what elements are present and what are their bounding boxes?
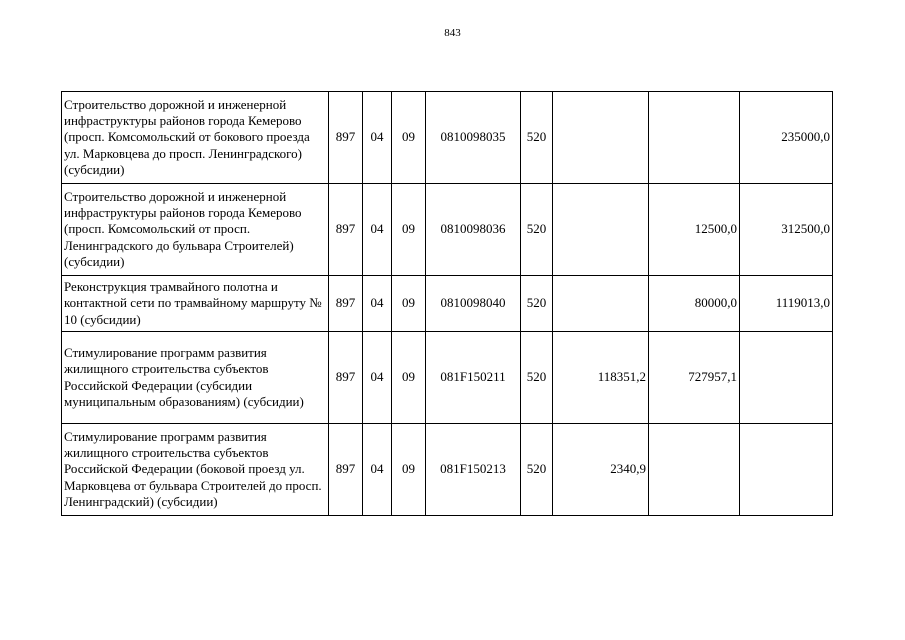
row-description: Строительство дорожной и инженерной инфраструктуры районов города Кемерово (просп. Комсомольский от просп. Ленинградского до бульвара Строителей) (субсидии) [62, 184, 329, 276]
table-row [62, 92, 833, 184]
amount-1 [553, 184, 649, 276]
expense-type-code: 520 [521, 184, 553, 276]
table-row [62, 332, 833, 424]
amount-3 [740, 332, 833, 424]
target-article-code: 081F150211 [426, 332, 521, 424]
grbs-code: 897 [329, 92, 363, 184]
target-article-code: 0810098036 [426, 184, 521, 276]
expense-type-code: 520 [521, 332, 553, 424]
podrazdel-code: 09 [392, 92, 426, 184]
amount-1: 118351,2 [553, 332, 649, 424]
grbs-code: 897 [329, 184, 363, 276]
amount-2: 80000,0 [649, 276, 740, 332]
amount-3 [740, 424, 833, 516]
row-description: Стимулирование программ развития жилищного строительства субъектов Российской Федерации (боковой проезд ул. Марковцева от бульвара Строителей до просп. Ленинградский) (субсидии) [62, 424, 329, 516]
razdel-code: 04 [363, 184, 392, 276]
amount-3: 312500,0 [740, 184, 833, 276]
razdel-code: 04 [363, 92, 392, 184]
expense-type-code: 520 [521, 92, 553, 184]
table-row [62, 424, 833, 516]
amount-1: 2340,9 [553, 424, 649, 516]
amount-2: 727957,1 [649, 332, 740, 424]
podrazdel-code: 09 [392, 184, 426, 276]
budget-table [61, 91, 833, 516]
target-article-code: 0810098035 [426, 92, 521, 184]
amount-2: 12500,0 [649, 184, 740, 276]
podrazdel-code: 09 [392, 424, 426, 516]
podrazdel-code: 09 [392, 332, 426, 424]
amount-3: 235000,0 [740, 92, 833, 184]
row-description: Стимулирование программ развития жилищного строительства субъектов Российской Федерации (субсидии муниципальным образованиям) (субсидии) [62, 332, 329, 424]
target-article-code: 081F150213 [426, 424, 521, 516]
page-number: 843 [444, 27, 461, 39]
grbs-code: 897 [329, 424, 363, 516]
amount-2 [649, 92, 740, 184]
podrazdel-code: 09 [392, 276, 426, 332]
amount-2 [649, 424, 740, 516]
amount-1 [553, 92, 649, 184]
grbs-code: 897 [329, 332, 363, 424]
row-description: Строительство дорожной и инженерной инфраструктуры районов города Кемерово (просп. Комсомольский от бокового проезда ул. Марковцева до просп. Ленинградского) (субсидии) [62, 92, 329, 184]
amount-3: 1119013,0 [740, 276, 833, 332]
amount-1 [553, 276, 649, 332]
target-article-code: 0810098040 [426, 276, 521, 332]
row-description: Реконструкция трамвайного полотна и контактной сети по трамвайному маршруту № 10 (субсидии) [62, 276, 329, 332]
expense-type-code: 520 [521, 276, 553, 332]
table-row [62, 276, 833, 332]
razdel-code: 04 [363, 424, 392, 516]
grbs-code: 897 [329, 276, 363, 332]
table-row [62, 184, 833, 276]
expense-type-code: 520 [521, 424, 553, 516]
razdel-code: 04 [363, 276, 392, 332]
razdel-code: 04 [363, 332, 392, 424]
